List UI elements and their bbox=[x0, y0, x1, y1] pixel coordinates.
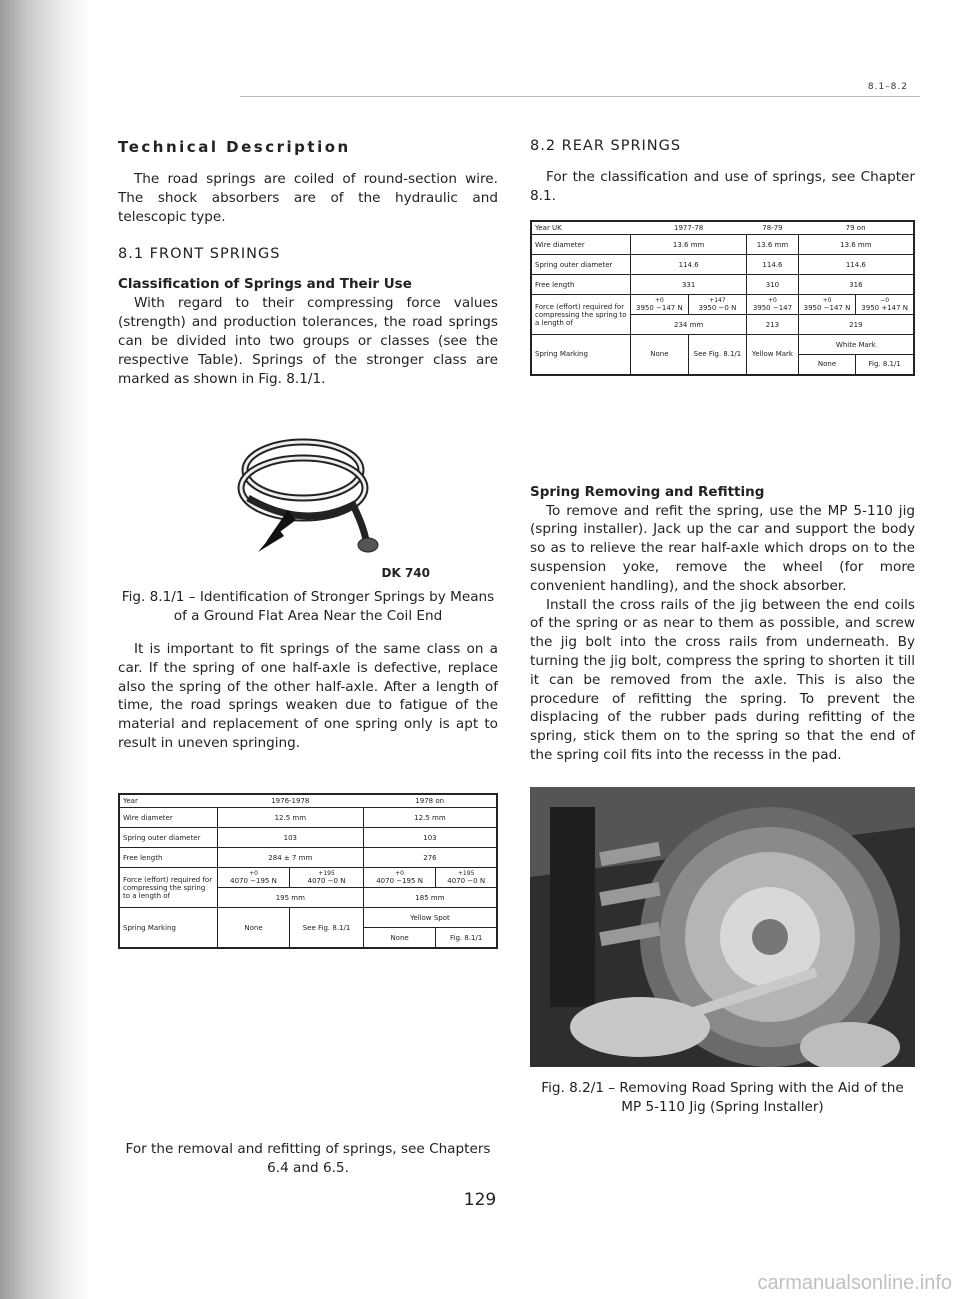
force-value: 3950 −147 bbox=[752, 304, 793, 313]
unit: N bbox=[340, 877, 346, 886]
force-value: 4070 −195 bbox=[376, 877, 416, 886]
removal-footnote-block bbox=[118, 1140, 498, 1178]
table-cell: Fig. 8.1/1 bbox=[436, 928, 497, 948]
unit: N bbox=[845, 304, 851, 313]
watermark: carmanualsonline.info bbox=[757, 1272, 952, 1294]
table-cell: 195 mm bbox=[217, 888, 363, 908]
book-binding-shadow bbox=[0, 0, 90, 1299]
table-head-year: Year UK bbox=[535, 223, 562, 232]
tolerance: +0 bbox=[768, 297, 777, 305]
table-cell: 114.6 bbox=[631, 255, 747, 275]
table-cell bbox=[290, 868, 364, 888]
table-cell: None bbox=[217, 908, 289, 948]
table-cell: Force (effort) required for compressing the spring to a length of bbox=[119, 868, 217, 908]
rear-intro-paragraph: For the classification and use of springs, see Chapter 8.1. bbox=[530, 169, 915, 204]
table-cell: Yellow Spot bbox=[363, 908, 497, 928]
table-head-year: Year bbox=[123, 797, 138, 805]
table-cell: Yellow Mark bbox=[747, 335, 799, 375]
table-cell: 12.5 mm bbox=[363, 808, 497, 828]
table-head-col: 1977-78 bbox=[674, 223, 704, 232]
table-cell: 213 bbox=[747, 315, 799, 335]
table-cell: 13.6 mm bbox=[798, 235, 914, 255]
table-cell: 219 bbox=[798, 315, 914, 335]
unit: N bbox=[677, 304, 683, 313]
force-value: 3950 −0 bbox=[698, 304, 729, 313]
table-cell: 234 mm bbox=[631, 315, 747, 335]
table-cell: Spring Marking bbox=[119, 908, 217, 948]
tolerance: +195 bbox=[318, 870, 335, 878]
table-cell: Spring Marking bbox=[531, 335, 631, 375]
table-cell: Spring outer diameter bbox=[531, 255, 631, 275]
table-cell: 114.6 bbox=[798, 255, 914, 275]
table-cell: 316 bbox=[798, 275, 914, 295]
removing-paragraph-2: Install the cross rails of the jig between the end coils of the spring or as near to them as possible, and screw the jig bolt into the cross rails from underneath. By turning the jig bolt, compress the spring to shorten it till it can be removed from the axle. This is also the procedure of refitting the spring. To prevent the displacing of the rubber pads during refitting of the spring, stick them on to the spring so that the end of the spring coil fits into the recesss in the pad. bbox=[530, 596, 915, 763]
table-cell: 103 bbox=[363, 828, 497, 848]
unit: N bbox=[902, 304, 909, 313]
page-number: 129 bbox=[463, 1190, 497, 1210]
table-cell: 12.5 mm bbox=[217, 808, 363, 828]
table-cell: See Fig. 8.1/1 bbox=[290, 908, 364, 948]
tolerance: +0 bbox=[822, 297, 832, 305]
force-value: 4070 −0 bbox=[447, 877, 478, 886]
removing-paragraph-1: To remove and refit the spring, use the MP 5-110 jig (spring installer). Jack up the car and support the body so as to relieve the rear half-axle which drops on to the suspension yoke, remove the wheel (for more convenient handling), and the shock absorber. bbox=[530, 502, 915, 594]
table-cell bbox=[363, 868, 435, 888]
front-spring-table bbox=[118, 793, 498, 949]
table-cell bbox=[856, 295, 914, 315]
table-cell bbox=[217, 868, 289, 888]
intro-paragraph: The road springs are coiled of round-section wire. The shock absorbers are of the hydraulic and telescopic type. bbox=[118, 171, 498, 225]
tolerance: +0 bbox=[395, 870, 404, 878]
table-cell bbox=[631, 295, 689, 315]
front-springs-heading: 8.1 FRONT SPRINGS bbox=[118, 246, 281, 263]
rear-figure-caption: Fig. 8.2/1 – Removing Road Spring with the Aid of the MP 5-110 Jig (Spring Installer) bbox=[541, 1079, 904, 1115]
table-cell: 276 bbox=[363, 848, 497, 868]
table-head-col: 1976-1978 bbox=[271, 797, 310, 805]
same-class-paragraph: It is important to fit springs of the same class on a car. If the spring of one half-axle is defective, replace also the spring of the other half-axle. After a length of time, the road springs weaken due to fatigue of the material and replacement of one spring only is apt to result in uneven springing. bbox=[118, 640, 498, 751]
spring-removal-photo bbox=[530, 787, 915, 1067]
right-column bbox=[530, 138, 915, 1116]
unit: N bbox=[417, 877, 423, 886]
classification-subheading: Classification of Springs and Their Use bbox=[118, 276, 412, 293]
unit: N bbox=[271, 877, 277, 886]
rear-spring-table bbox=[530, 220, 915, 376]
table-cell: Free length bbox=[531, 275, 631, 295]
figure-caption: Fig. 8.1/1 – Identification of Stronger Springs by Means of a Ground Flat Area Near the Coil End bbox=[121, 589, 495, 625]
rear-springs-heading: 8.2 REAR SPRINGS bbox=[530, 138, 682, 154]
table-cell bbox=[688, 295, 747, 315]
table-head-col: 1978 on bbox=[415, 797, 445, 805]
section-title: Technical Description bbox=[118, 138, 351, 156]
tolerance: −0 bbox=[880, 297, 890, 305]
table-cell: None bbox=[798, 355, 856, 375]
removal-footnote: For the removal and refitting of springs, see Chapters 6.4 and 6.5. bbox=[125, 1141, 491, 1176]
table-cell: None bbox=[631, 335, 689, 375]
tolerance: +0 bbox=[249, 870, 258, 878]
table-cell: 13.6 mm bbox=[631, 235, 747, 255]
table-cell: 284 ± 7 mm bbox=[217, 848, 363, 868]
force-value: 3950 +147 bbox=[861, 304, 901, 313]
force-value: 4070 −195 bbox=[230, 877, 270, 886]
tolerance: +195 bbox=[457, 870, 475, 878]
coil-spring-figure bbox=[178, 410, 438, 580]
force-value: 4070 −0 bbox=[307, 877, 338, 886]
table-cell: 13.6 mm bbox=[747, 235, 799, 255]
unit: N bbox=[731, 304, 737, 313]
coil-spring-illustration bbox=[178, 410, 438, 580]
table-head-col: 79 on bbox=[845, 223, 866, 232]
force-value: 3950 −147 bbox=[636, 304, 676, 313]
classification-paragraph: With regard to their compressing force values (strength) and production tolerances, the road springs can be divided into two groups or classes (see the respective Table). Springs of the stronger class are marked as shown in Fig. 8.1/1. bbox=[118, 295, 498, 387]
unit: N bbox=[479, 877, 486, 886]
table-head-col: 78-79 bbox=[762, 223, 783, 232]
figure-code: DK 740 bbox=[381, 566, 430, 581]
left-column bbox=[118, 138, 498, 949]
tolerance: +147 bbox=[709, 297, 726, 305]
header-rule bbox=[240, 96, 920, 97]
table-cell bbox=[747, 295, 799, 315]
table-cell: See Fig. 8.1/1 bbox=[688, 335, 747, 375]
photo-illustration bbox=[530, 787, 915, 1067]
page-section-code: 8.1–8.2 bbox=[867, 82, 908, 92]
table-cell: Wire diameter bbox=[531, 235, 631, 255]
table-cell bbox=[436, 868, 497, 888]
tolerance: +0 bbox=[654, 297, 664, 305]
table-cell bbox=[798, 295, 856, 315]
table-cell: Fig. 8.1/1 bbox=[856, 355, 914, 375]
removing-subheading: Spring Removing and Refitting bbox=[530, 483, 765, 500]
table-cell: White Mark bbox=[798, 335, 914, 355]
table-cell: Spring outer diameter bbox=[119, 828, 217, 848]
table-cell: Force (effort) required for compressing the spring to a length of bbox=[531, 295, 631, 335]
force-value: 3950 −147 bbox=[803, 304, 843, 313]
table-cell: Free length bbox=[119, 848, 217, 868]
table-cell: None bbox=[363, 928, 435, 948]
table-cell: 185 mm bbox=[363, 888, 497, 908]
table-cell: 103 bbox=[217, 828, 363, 848]
table-cell: Wire diameter bbox=[119, 808, 217, 828]
table-cell: 114.6 bbox=[747, 255, 799, 275]
table-cell: 331 bbox=[631, 275, 747, 295]
table-cell: 310 bbox=[747, 275, 799, 295]
